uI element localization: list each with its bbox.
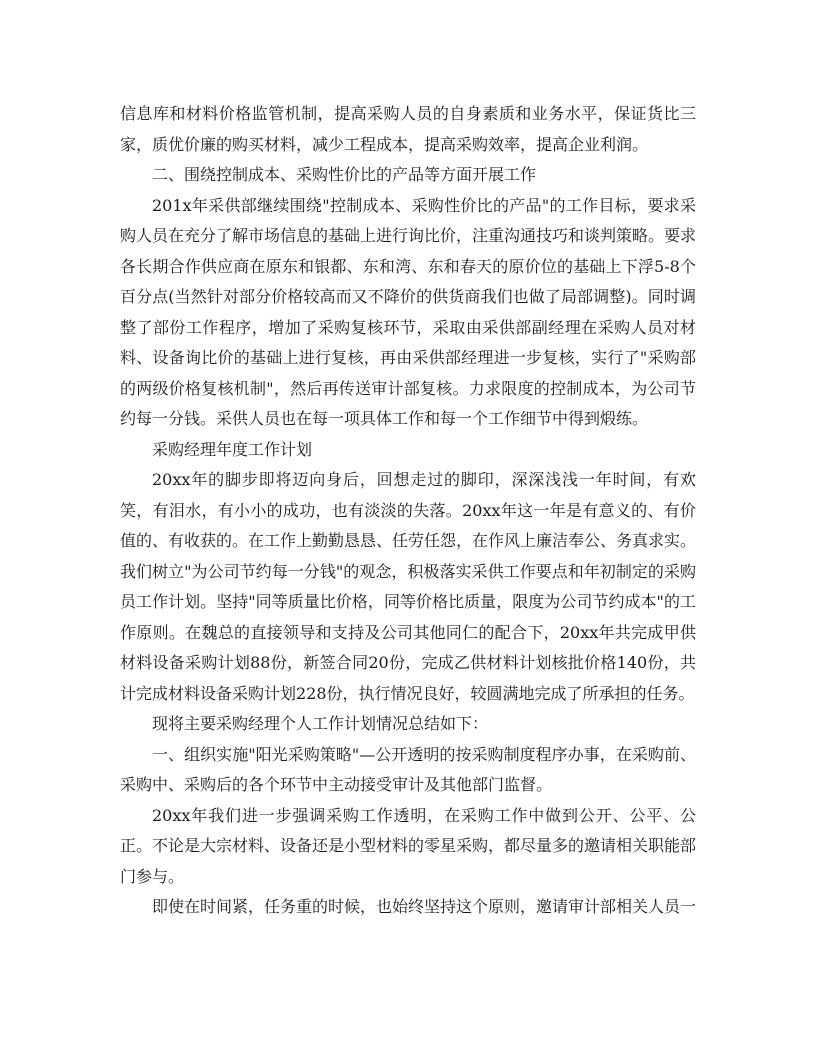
section-heading: 二、围绕控制成本、采购性价比的产品等方面开展工作 (152, 165, 537, 184)
document-subtitle: 采购经理年度工作计划 (152, 439, 313, 459)
paragraph: 20xx年的脚步即将迈向身后，回想走过的脚印，深深浅浅一年时间，有欢笑，有泪水，有小小的成功，也有淡淡的失落。20xx年这一年是有意义的、有价值的、有收获的。在工作上勤勤恳恳、任劳任怨，在作风上廉洁奉公、务真求实。我们树立"为公司节约每一分钱"的观念，积极落实采供工作要点和年初制定的采购员工作计划。坚持"同等质量比价格，同等价格比质量，限度为公司节约成本"的工作原则。在魏总的直接领导和支持及公司其他同仁的配合下，20xx年共完成甲供材料设备采购计划88份，新签合同20份，完成乙供材料计划核批价格140份，共计完成材料设备采购计划228份，执行情况良好，较圆满地完成了所承担的任务。 (120, 470, 697, 703)
document-page (120, 99, 696, 923)
paragraph: 20xx年我们进一步强调采购工作透明，在采购工作中做到公开、公平、公正。不论是大宗材料、设备还是小型材料的零星采购，都尽量多的邀请相关职能部门参与。 (120, 805, 697, 886)
section-heading: 一、组织实施"阳光采购策略"—公开透明的按采购制度程序办事，在采购前、采购中、采购后的各个环节中主动接受审计及其他部门监督。 (120, 744, 696, 794)
paragraph-continuation: 信息库和材料价格监管机制，提高采购人员的自身素质和业务水平，保证货比三家，质优价廉的购买材料，减少工程成本，提高采购效率，提高企业利润。 (120, 104, 696, 154)
paragraph: 201x年采供部继续围绕"控制成本、采购性价比的产品"的工作目标，要求采购人员在充分了解市场信息的基础上进行询比价，注重沟通技巧和谈判策略。要求各长期合作供应商在原东和银都、东和湾、东和春天的原价位的基础上下浮5-8个百分点(当然针对部分价格较高而又不降价的供货商我们也做了局部调整)。同时调整了部份工作程序，增加了采购复核环节，采取由采供部副经理在采购人员对材料、设备询比价的基础上进行复核，再由采供部经理进一步复核，实行了"采购部的两级价格复核机制"，然后再传送审计部复核。力求限度的控制成本，为公司节约每一分钱。采供人员也在每一项具体工作和每一个工作细节中得到煅练。 (120, 195, 697, 428)
paragraph: 即使在时间紧，任务重的时候，也始终坚持这个原则，邀请审计部相关人员一 (152, 897, 697, 916)
paragraph: 现将主要采购经理个人工作计划情况总结如下： (152, 714, 489, 733)
